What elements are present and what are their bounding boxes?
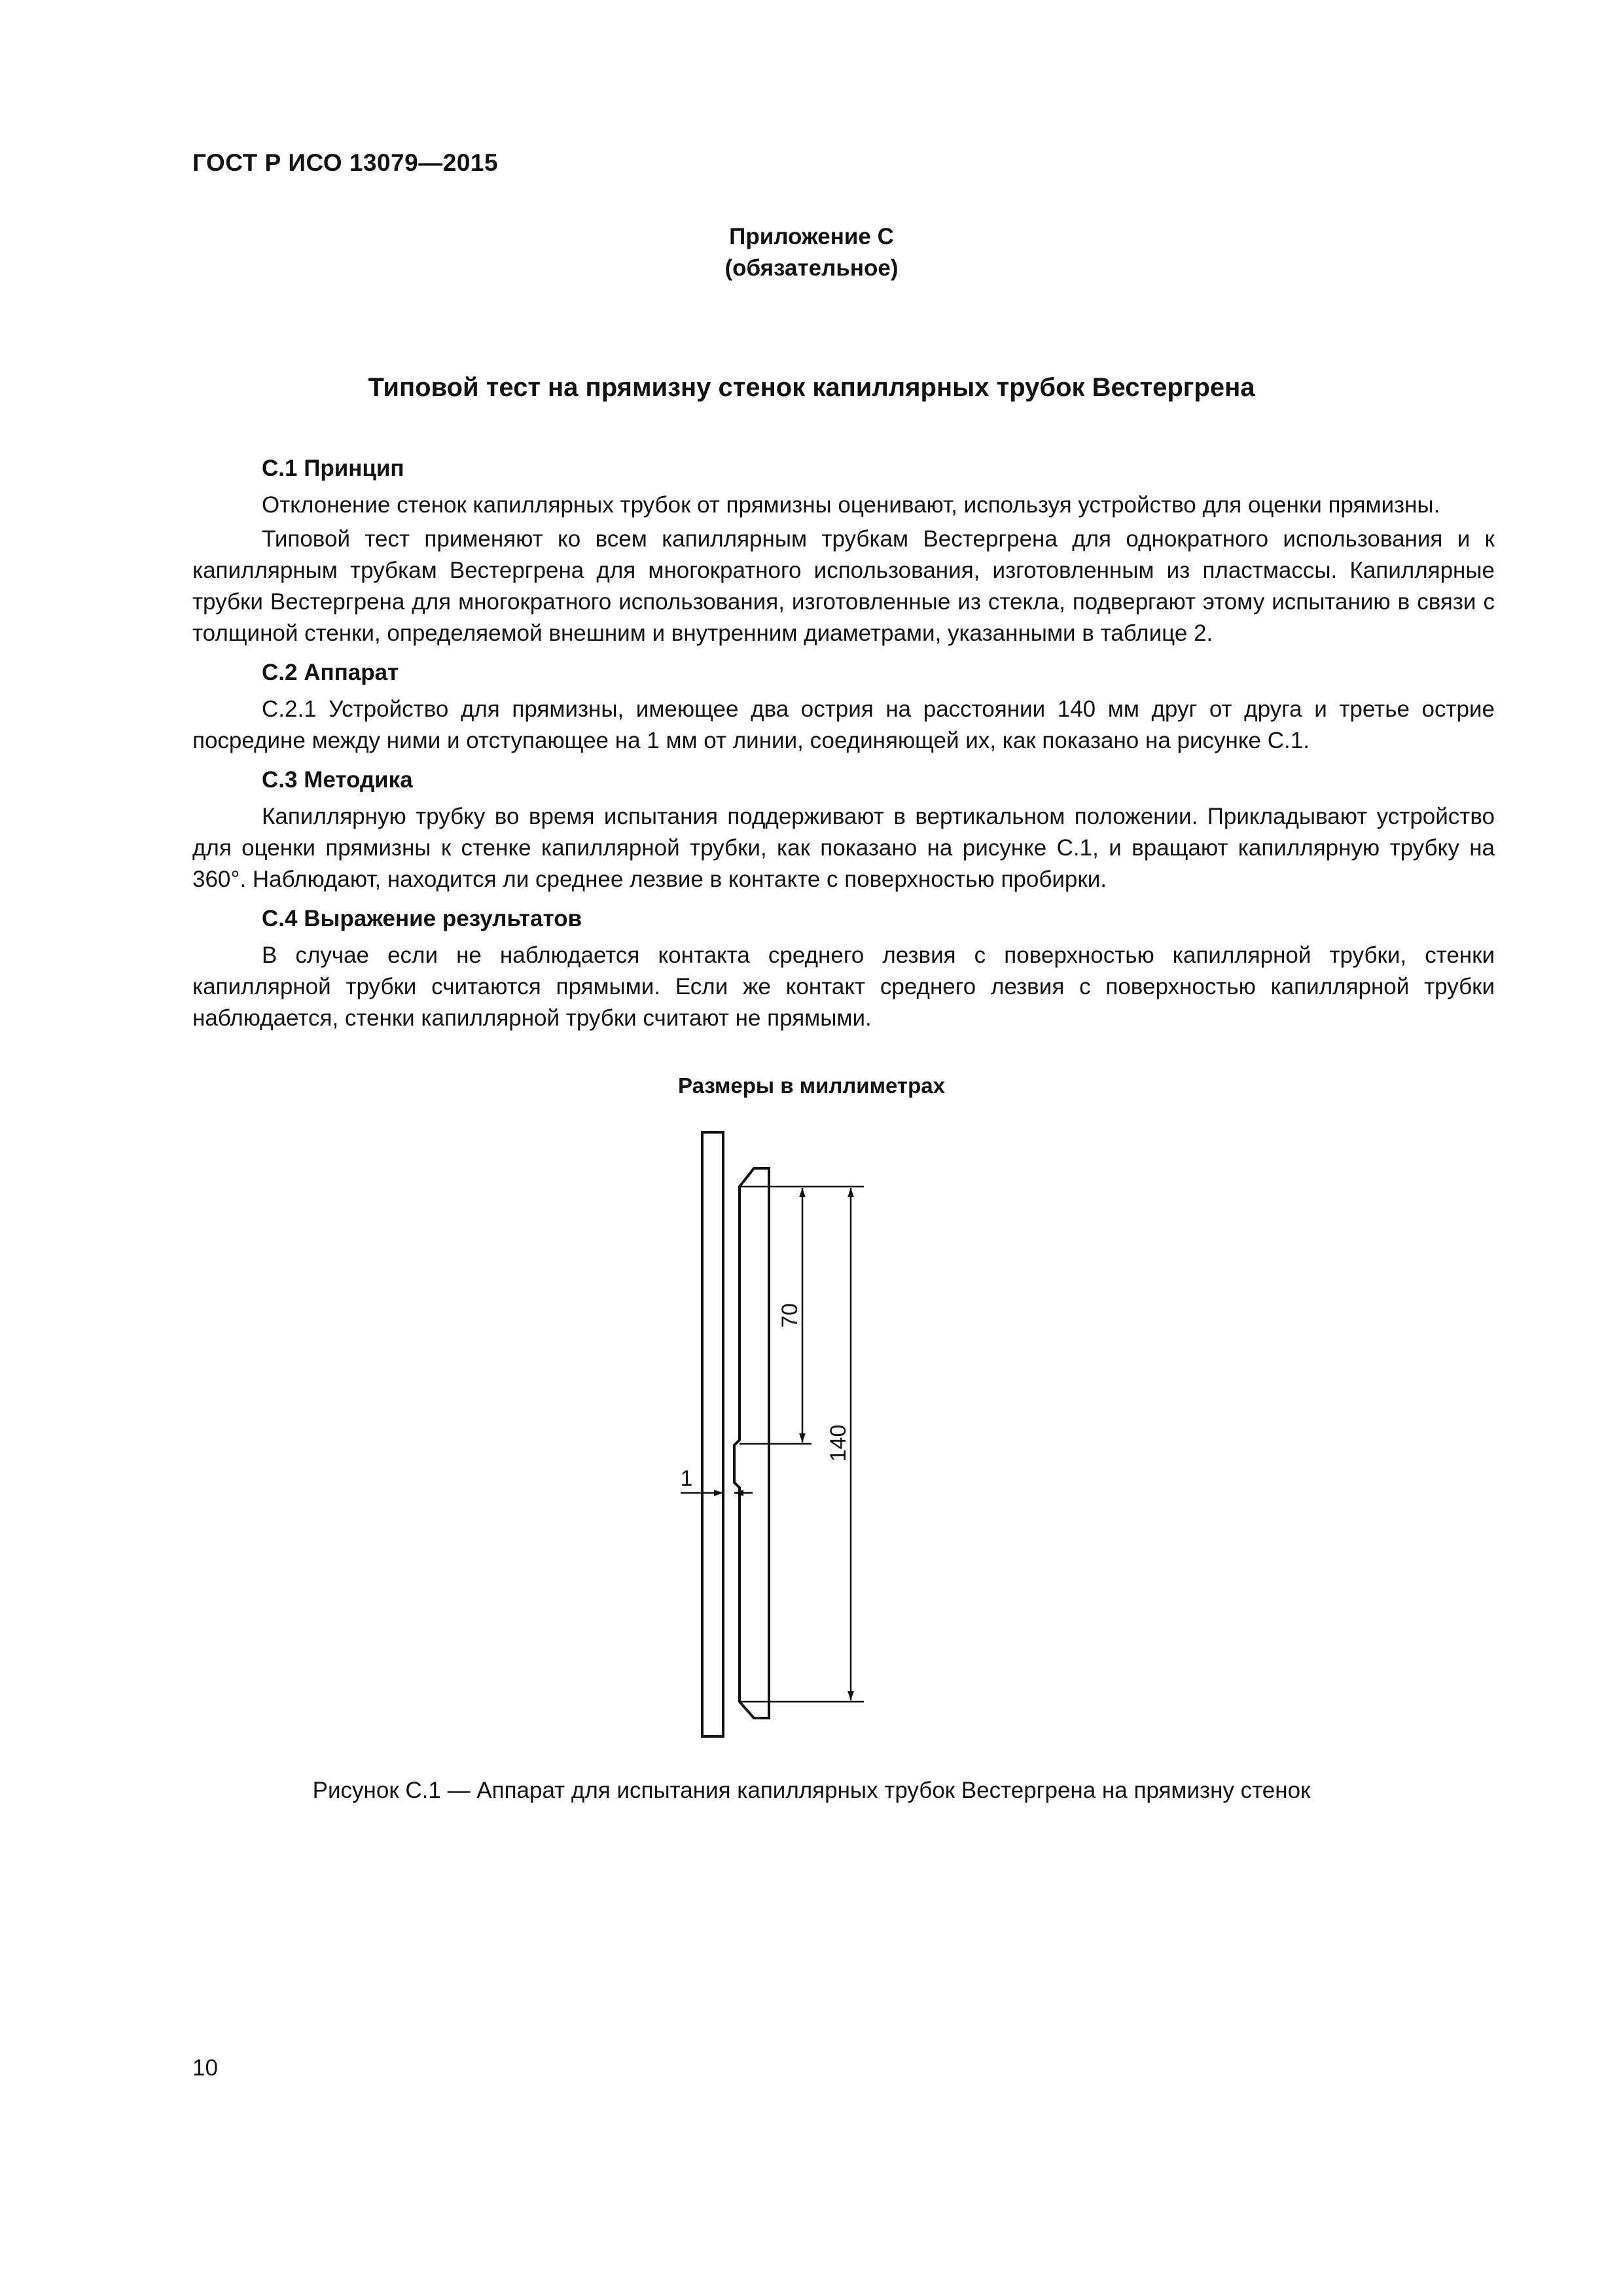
paragraph: Отклонение стенок капиллярных трубок от прямизны оценивают, используя устройство для оценки прямизны. (262, 492, 1440, 518)
capillary-tube (702, 1132, 723, 1736)
paragraph: Типовой тест применяют ко всем капиллярным трубкам Вестергрена для однократного использования и к капиллярным трубкам Вестергрена для многократного использования, изготовленным из пластмассы. Капиллярные трубки Вестергрена для многократного использования, изготовленные из стекла, подвергают этому испытанию в связи с толщиной стенки, определяемой внешним и внутренним диаметрами, указанными в таблице 2. (192, 526, 1495, 646)
dimension-label-70: 70 (777, 1303, 802, 1328)
section-heading-principle: С.1 Принцип (262, 456, 404, 481)
dimension-label-140: 140 (826, 1424, 851, 1462)
section-heading-apparatus: С.2 Аппарат (262, 660, 399, 685)
dimension-label-1: 1 (680, 1466, 693, 1491)
standard-code: ГОСТ Р ИСО 13079—2015 (192, 149, 499, 176)
page-number: 10 (192, 2055, 218, 2081)
annex-note: (обязательное) (724, 255, 899, 281)
paragraph: С.2.1 Устройство для прямизны, имеющее два острия на расстоянии 140 мм друг от друга и третье острие посредине между ними и отступающее на 1 мм от линии, соединяющей их, как показано на рисунке С.1. (192, 696, 1495, 753)
section-heading-results: С.4 Выражение результатов (262, 906, 582, 931)
annex-title: Приложение С (729, 224, 894, 249)
section-heading-method: С.3 Методика (262, 767, 413, 793)
document-title: Типовой тест на прямизну стенок капиллярных трубок Вестергрена (368, 373, 1255, 402)
figure-caption: Рисунок С.1 — Аппарат для испытания капиллярных трубок Вестергрена на прямизну стенок (312, 1778, 1311, 1803)
paragraph: Капиллярную трубку во время испытания поддерживают в вертикальном положении. Прикладывают устройство для оценки прямизны к стенке капиллярной трубки, как показано на рисунке С.1, и вращают капиллярную трубку на 360°. Наблюдают, находится ли среднее лезвие в контакте с поверхностью пробирки. (192, 804, 1495, 892)
figure-units-note: Размеры в миллиметрах (678, 1073, 945, 1098)
paragraph: В случае если не наблюдается контакта среднего лезвия с поверхностью капиллярной трубки, стенки капиллярной трубки считаются прямыми. Если же контакт среднего лезвия с поверхностью капиллярной трубки наблюдается, стенки капиллярной трубки считают не прямыми. (192, 942, 1495, 1031)
